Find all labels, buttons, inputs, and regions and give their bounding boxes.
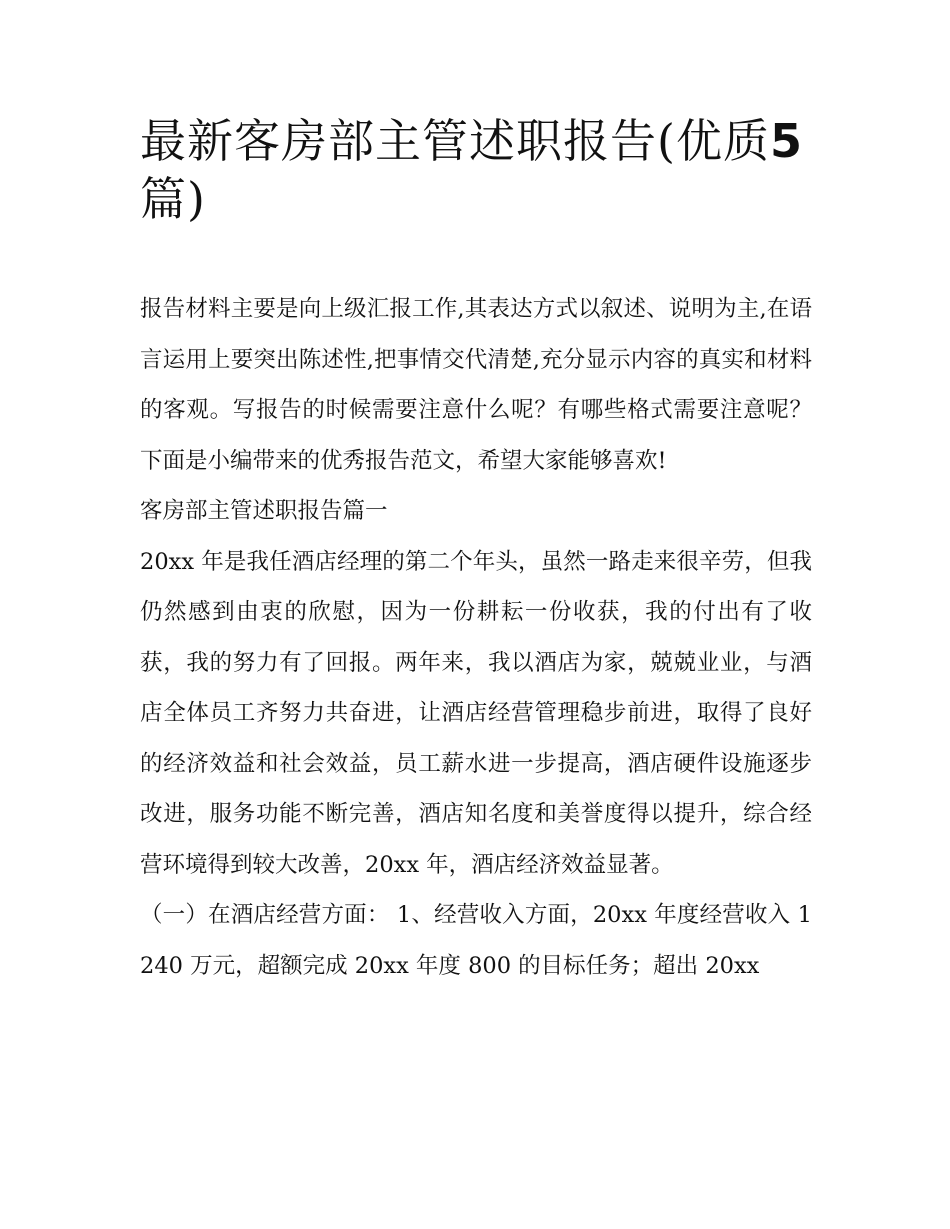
body-paragraph-1: 20xx 年是我任酒店经理的第二个年头，虽然一路走来很辛劳，但我仍然感到由衷的欣慰，因为一份耕耘一份收获，我的付出有了收获，我的努力有了回报。两年来，我以酒店为家，兢兢业业，与酒店全体员工齐努力共奋进，让酒店经营管理稳步前进，取得了良好的经济效益和社会效益，员工薪水进一步提高，酒店硬件设施逐步改进，服务功能不断完善，酒店知名度和美誉度得以提升，综合经营环境得到较大改善，20xx 年，酒店经济效益显著。 [140, 548, 812, 878]
document-title [140, 112, 812, 258]
document-page [140, 112, 812, 991]
title-number: 5 [769, 114, 803, 168]
intro-paragraph: 报告材料主要是向上级汇报工作,其表达方式以叙述、说明为主,在语言运用上要突出陈述性,把事情交代清楚,充分显示内容的真实和材料的客观。写报告的时候需要注意什么呢？有哪些格式需要注意呢？下面是小编带来的优秀报告范文，希望大家能够喜欢! [140, 296, 812, 474]
title-main: 最新客房部主管述职报告(优质 [140, 114, 770, 168]
body-paragraph-2: （一）在酒店经营方面： 1、经营收入方面，20xx 年度经营收入 1240 万元，超额完成 20xx 年度 800 的目标任务；超出 20xx [140, 902, 812, 979]
title-tail: 篇) [140, 172, 206, 226]
section-heading: 客房部主管述职报告篇一 [140, 498, 388, 524]
